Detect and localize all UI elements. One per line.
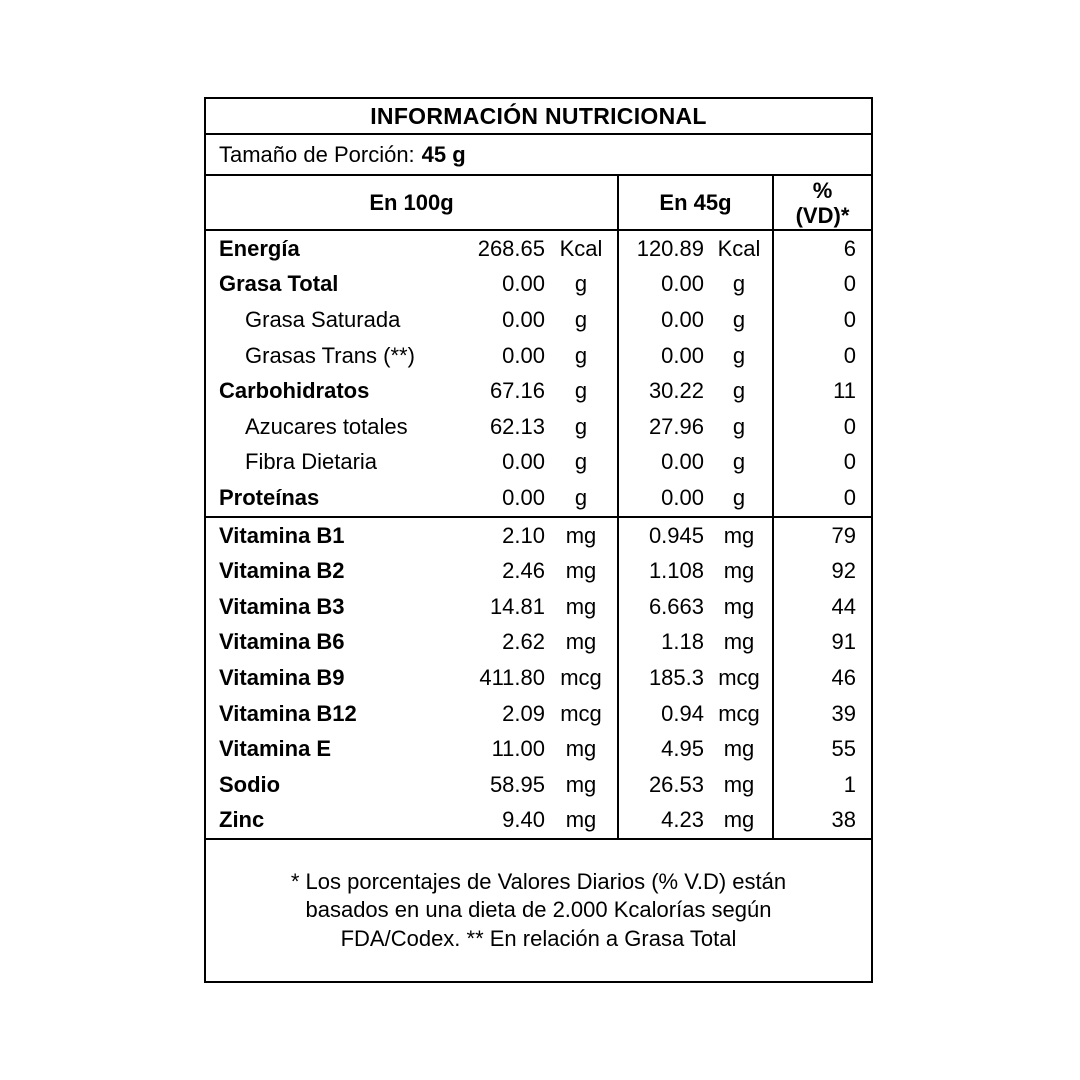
nutrient-name: Energía	[219, 235, 300, 261]
nutrient-name: Vitamina B6	[219, 629, 345, 655]
nutrient-name: Vitamina E	[219, 736, 332, 762]
daily-value-pct: 0	[772, 445, 871, 481]
table-title: INFORMACIÓN NUTRICIONAL	[206, 99, 871, 135]
nutrient-name: Zinc	[219, 807, 265, 833]
unit-per-45g: mcg	[718, 664, 760, 690]
value-per-45g: 30.22	[617, 373, 706, 409]
unit-per-45g: mg	[723, 807, 755, 833]
value-per-100g: 2.10	[502, 522, 545, 548]
daily-value-pct: 0	[772, 267, 871, 303]
nutrient-name: Vitamina B12	[219, 700, 357, 726]
value-per-100g: 2.09	[502, 700, 545, 726]
macronutrient-rows-section	[206, 231, 871, 516]
nutrient-name: Carbohidratos	[219, 378, 370, 404]
nutrient-row-vitamina-b12	[206, 696, 871, 732]
value-per-45g: 27.96	[617, 409, 706, 445]
unit-per-100g: g	[574, 413, 588, 439]
serving-size-row	[206, 135, 871, 176]
value-per-100g: 14.81	[489, 593, 545, 619]
value-per-100g: 268.65	[477, 235, 545, 261]
unit-per-45g: mg	[723, 593, 755, 619]
daily-value-pct: 44	[772, 589, 871, 625]
nutrient-row-grasas-trans	[206, 338, 871, 374]
daily-value-percent-sign: %	[812, 177, 833, 203]
unit-per-45g: g	[732, 306, 746, 332]
nutrient-row-vitamina-e	[206, 731, 871, 767]
nutrient-name: Vitamina B9	[219, 664, 345, 690]
value-per-45g: 1.108	[617, 553, 706, 589]
nutrient-row-fibra-dietaria	[206, 445, 871, 481]
value-per-45g: 0.00	[617, 302, 706, 338]
value-per-100g: 62.13	[489, 413, 545, 439]
unit-per-45g: mg	[723, 558, 755, 584]
unit-per-100g: g	[574, 484, 588, 510]
unit-per-100g: mg	[565, 558, 597, 584]
daily-value-pct: 11	[772, 373, 871, 409]
daily-value-pct: 38	[772, 803, 871, 839]
value-per-100g: 0.00	[502, 484, 545, 510]
daily-value-pct: 6	[772, 231, 871, 267]
nutrient-name: Grasas Trans (**)	[245, 342, 415, 368]
nutrient-row-carbohidratos	[206, 373, 871, 409]
nutrient-name: Vitamina B1	[219, 522, 345, 548]
daily-value-pct: 0	[772, 480, 871, 516]
value-per-45g: 26.53	[617, 767, 706, 803]
unit-per-45g: g	[732, 484, 746, 510]
nutrient-row-vitamina-b6	[206, 625, 871, 661]
value-per-45g: 0.94	[617, 696, 706, 732]
nutrient-row-sodio	[206, 767, 871, 803]
unit-per-100g: mg	[565, 807, 597, 833]
daily-value-pct: 79	[772, 518, 871, 554]
unit-per-100g: mg	[565, 771, 597, 797]
nutrient-row-grasa-saturada	[206, 302, 871, 338]
serving-size-label: Tamaño de Porción:	[219, 141, 415, 167]
value-per-100g: 2.46	[502, 558, 545, 584]
unit-per-45g: mg	[723, 736, 755, 762]
value-per-45g: 185.3	[617, 660, 706, 696]
value-per-100g: 9.40	[502, 807, 545, 833]
nutrient-row-grasa-total	[206, 267, 871, 303]
daily-value-pct: 91	[772, 625, 871, 661]
column-header-per-100g: En 100g	[369, 189, 454, 215]
daily-value-pct: 0	[772, 338, 871, 374]
nutrient-row-vitamina-b2	[206, 553, 871, 589]
nutrient-name: Grasa Saturada	[245, 306, 401, 332]
value-per-45g: 6.663	[617, 589, 706, 625]
unit-per-45g: g	[732, 342, 746, 368]
unit-per-100g: Kcal	[559, 235, 603, 261]
unit-per-100g: g	[574, 449, 588, 475]
nutrient-name: Azucares totales	[245, 413, 408, 439]
nutrient-row-vitamina-b9	[206, 660, 871, 696]
nutrient-row-vitamina-b1	[206, 518, 871, 554]
value-per-45g: 4.23	[617, 803, 706, 839]
unit-per-45g: g	[732, 271, 746, 297]
value-per-45g: 4.95	[617, 731, 706, 767]
unit-per-45g: g	[732, 378, 746, 404]
unit-per-45g: g	[732, 449, 746, 475]
value-per-100g: 0.00	[502, 449, 545, 475]
unit-per-100g: mg	[565, 593, 597, 619]
column-header-row	[206, 176, 871, 231]
value-per-100g: 0.00	[502, 306, 545, 332]
unit-per-45g: Kcal	[717, 235, 761, 261]
unit-per-100g: mg	[565, 629, 597, 655]
footnote-line-2: basados en una dieta de 2.000 Kcalorías según	[305, 897, 772, 923]
unit-per-100g: g	[574, 342, 588, 368]
nutrition-facts-table	[204, 97, 873, 983]
unit-per-100g: g	[574, 378, 588, 404]
unit-per-100g: g	[574, 271, 588, 297]
nutrient-name: Vitamina B2	[219, 558, 345, 584]
value-per-45g: 120.89	[617, 231, 706, 267]
daily-value-pct: 46	[772, 660, 871, 696]
value-per-45g: 0.00	[617, 445, 706, 481]
daily-value-pct: 1	[772, 767, 871, 803]
column-header-per-45g: En 45g	[617, 176, 772, 229]
value-per-100g: 411.80	[479, 664, 545, 690]
value-per-45g: 0.00	[617, 480, 706, 516]
daily-value-abbreviation: (VD)*	[795, 202, 850, 228]
nutrient-row-azucares-totales	[206, 409, 871, 445]
unit-per-45g: g	[732, 413, 746, 439]
unit-per-100g: g	[574, 306, 588, 332]
unit-per-45g: mg	[723, 522, 755, 548]
value-per-100g: 2.62	[502, 629, 545, 655]
value-per-100g: 0.00	[502, 342, 545, 368]
daily-value-pct: 0	[772, 409, 871, 445]
footnote-line-1: * Los porcentajes de Valores Diarios (% V.D) están	[290, 868, 787, 894]
nutrient-row-proteinas	[206, 480, 871, 516]
unit-per-45g: mcg	[718, 700, 760, 726]
value-per-45g: 1.18	[617, 625, 706, 661]
micronutrient-rows-section	[206, 516, 871, 838]
column-header-daily-value	[772, 176, 871, 229]
unit-per-100g: mg	[565, 522, 597, 548]
value-per-100g: 67.16	[489, 378, 545, 404]
nutrient-row-energia	[206, 231, 871, 267]
unit-per-45g: mg	[723, 629, 755, 655]
daily-value-pct: 55	[772, 731, 871, 767]
serving-size-value: 45 g	[421, 141, 466, 167]
unit-per-100g: mcg	[560, 664, 602, 690]
nutrient-name: Fibra Dietaria	[245, 449, 378, 475]
value-per-45g: 0.945	[617, 518, 706, 554]
daily-value-pct: 92	[772, 553, 871, 589]
value-per-45g: 0.00	[617, 267, 706, 303]
value-per-100g: 58.95	[489, 771, 545, 797]
value-per-100g: 11.00	[491, 736, 545, 762]
footnote-line-3: FDA/Codex. ** En relación a Grasa Total	[340, 925, 737, 951]
nutrient-name: Vitamina B3	[219, 593, 345, 619]
footnote	[206, 838, 871, 981]
nutrient-name: Sodio	[219, 771, 281, 797]
daily-value-pct: 0	[772, 302, 871, 338]
value-per-100g: 0.00	[502, 271, 545, 297]
unit-per-100g: mcg	[560, 700, 602, 726]
unit-per-100g: mg	[565, 736, 597, 762]
nutrient-name: Proteínas	[219, 484, 320, 510]
nutrient-row-zinc	[206, 803, 871, 839]
nutrient-name: Grasa Total	[219, 271, 339, 297]
unit-per-45g: mg	[723, 771, 755, 797]
value-per-45g: 0.00	[617, 338, 706, 374]
daily-value-pct: 39	[772, 696, 871, 732]
nutrient-row-vitamina-b3	[206, 589, 871, 625]
